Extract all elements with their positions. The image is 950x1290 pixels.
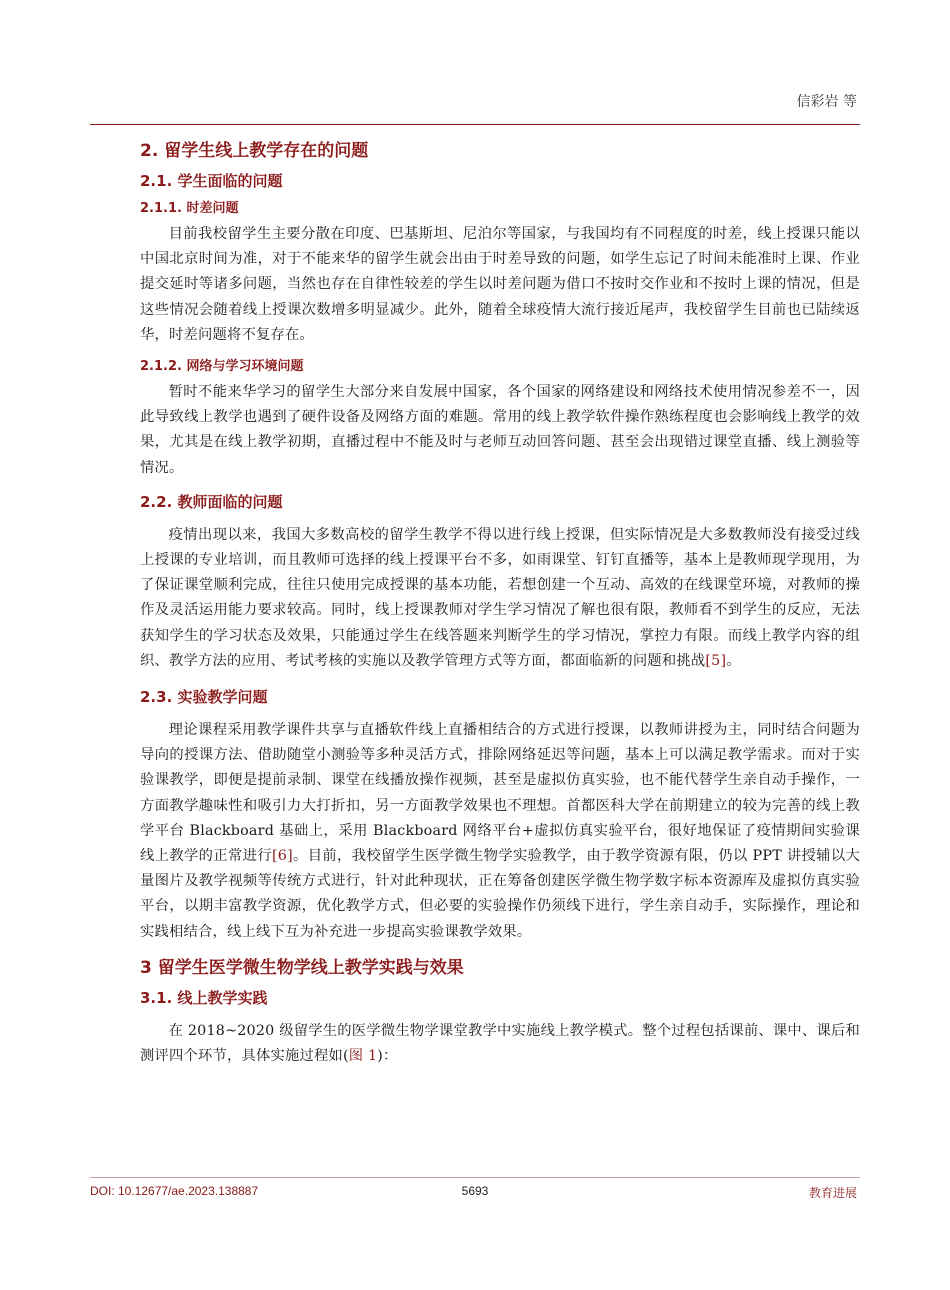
section-2-1-2-heading: 2.1.2. 网络与学习环境问题 (140, 359, 304, 375)
section-2-2-text: 疫情出现以来，我国大多数高校的留学生教学不得以进行线上授课，但实际情况是大多数教师没有接受过线上授课的专业培训，而且教师可选择的线上授课平台不多，如雨课堂、钉钉直播等，基本上是教师现学现用，为了保证课堂顺利完成，往往只使用完成授课的基本功能，若想创建一个互动、高效的在线课堂环境，对教师的操作及灵活运用能力要求较高。同时，线上授课教师对学生学习情况了解也很有限，教师看不到学生的反应，无法获知学生的学习状态及效果，只能通过学生在线答题来判断学生的学习情况，掌控力有限。而线上教学内容的组织、教学方法的应用、考试考核的实施以及教学管理方式等方面，都面临新的问题和挑战 (140, 526, 860, 669)
running-head-authors: 信彩岩 等 (796, 94, 857, 110)
section-3-1-heading: 3.1. 线上教学实践 (140, 988, 268, 1007)
section-2-2-tail: 。 (726, 652, 741, 669)
section-2-heading: 2. 留学生线上教学存在的问题 (140, 141, 369, 161)
section-2-1-1-heading: 2.1.1. 时差问题 (140, 201, 239, 216)
section-3-1-text-a: 在 2018~2020 级留学生的医学微生物学课堂教学中实施线上教学模式。整个过程包括课前、课中、课后和测评四个环节，具体实施过程如( (140, 1022, 860, 1065)
footer-page-number: 5693 (461, 1184, 489, 1198)
footer-doi[interactable]: DOI: 10.12677/ae.2023.138887 (90, 1184, 259, 1198)
section-2-2-paragraph (140, 523, 860, 674)
reference-link-6[interactable]: [6] (272, 848, 293, 865)
figure-1-link[interactable]: 图 1 (348, 1048, 378, 1065)
footer-journal-name: 教育进展 (808, 1186, 857, 1200)
section-2-3-text-a: 理论课程采用教学课件共享与直播软件线上直播相结合的方式进行授课，以教师讲授为主，同时结合问题为导向的授课方法、借助随堂小测验等多种灵活方式，排除网络延迟等问题，基本上可以满足教学需求。而对于实验课教学，即便是提前录制、课堂在线播放操作视频，甚至是虚拟仿真实验，也不能代替学生亲自动手操作，一方面教学趣味性和吸引力大打折扣，另一方面教学效果也不理想。首都医科大学在前期建立的较为完善的线上教学平台 Blackboard 基础上，采用 Blackboard 网络平台+虚拟仿真实验平台，很好地保证了疫情期间实验课线上教学的正常进行 (140, 722, 860, 865)
section-2-3-paragraph (140, 718, 860, 945)
header-divider (90, 124, 860, 125)
section-3-1-text-b: )： (377, 1048, 398, 1065)
section-2-1-2-paragraph: 暂时不能来华学习的留学生大部分来自发展中国家，各个国家的网络建设和网络技术使用情况参差不一，因此导致线上教学也遇到了硬件设备及网络方面的难题。常用的线上教学软件操作熟练程度也会影响线上教学的效果，尤其是在线上教学初期，直播过程中不能及时与老师互动回答问题、甚至会出现错过课堂直播、线上测验等情况。 (140, 384, 860, 476)
main-content (140, 136, 860, 1069)
section-3-1-paragraph (140, 1019, 860, 1069)
section-3-heading: 3 留学生医学微生物学线上教学实践与效果 (140, 957, 464, 978)
footer-divider (90, 1177, 860, 1178)
section-2-1-1-paragraph: 目前我校留学生主要分散在印度、巴基斯坦、尼泊尔等国家，与我国均有不同程度的时差，线上授课只能以中国北京时间为准，对于不能来华的留学生就会出由于时差导致的问题，如学生忘记了时间未能准时上课、作业提交延时等诸多问题，当然也存在自律性较差的学生以时差问题为借口不按时交作业和不按时上课的情况，但是这些情况会随着线上授课次数增多明显减少。此外，随着全球疫情大流行接近尾声，我校留学生目前也已陆续返华，时差问题将不复存在。 (140, 226, 860, 343)
section-2-2-heading: 2.2. 教师面临的问题 (140, 492, 283, 511)
section-2-3-heading: 2.3. 实验教学问题 (140, 688, 268, 707)
reference-link-5[interactable]: [5] (705, 652, 727, 669)
section-2-3-text-b: 。目前，我校留学生医学微生物学实验教学，由于教学资源有限，仍以 PPT 讲授辅以大量图片及教学视频等传统方式进行，针对此种现状，正在筹备创建医学微生物学数字标本资源库及虚拟仿真实验平台，以期丰富教学资源，优化教学方式，但必要的实验操作仍须线下进行，学生亲自动手，实际操作，理论和实践相结合，线上线下互为补充进一步提高实验课教学效果。 (140, 848, 860, 940)
section-2-1-heading: 2.1. 学生面临的问题 (140, 172, 283, 190)
